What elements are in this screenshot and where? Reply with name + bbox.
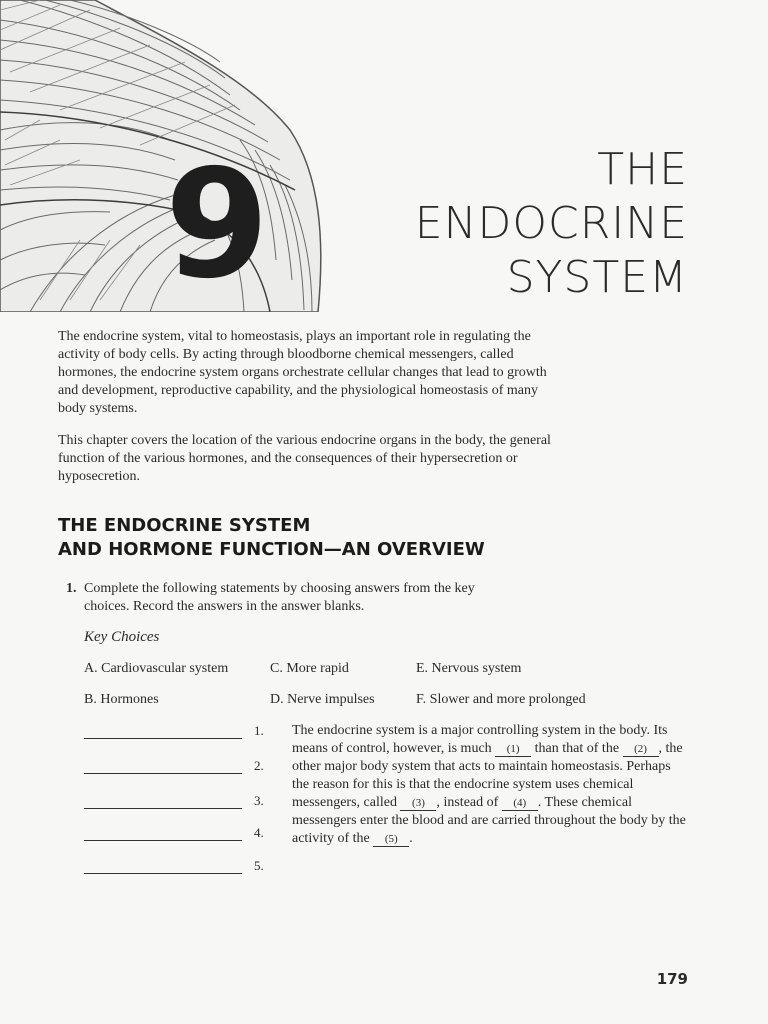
passage-text: .	[409, 831, 413, 846]
answer-blank-5[interactable]	[84, 858, 274, 876]
answer-number: 1.	[254, 723, 264, 738]
key-choice-f: F. Slower and more prolonged	[416, 692, 586, 707]
key-choice-a: A. Cardiovascular system	[84, 661, 229, 676]
answer-blank-4[interactable]	[84, 825, 274, 843]
answer-line[interactable]	[84, 840, 242, 841]
page-number: 179	[656, 970, 688, 988]
answer-line[interactable]	[84, 808, 242, 809]
answer-blank-1[interactable]	[84, 723, 274, 741]
passage-blank-3: (3)	[400, 796, 436, 811]
answer-number: 5.	[254, 858, 264, 873]
answer-number: 4.	[254, 825, 264, 840]
title-line-1: THE	[597, 144, 688, 195]
passage-blank-1: (1)	[495, 742, 531, 757]
intro-paragraph-2: This chapter covers the location of the various endocrine organs in the body, the general function of the various hormones, and the consequences of their hypersecretion or hyposecretion.	[58, 433, 551, 484]
chapter-number: 9	[164, 138, 266, 312]
title-line-3: SYSTEM	[506, 252, 688, 303]
section-heading	[58, 514, 485, 562]
title-line-2: ENDOCRINE	[414, 198, 688, 249]
chapter-intro	[58, 328, 558, 500]
answer-blank-3[interactable]	[84, 793, 274, 811]
intro-paragraph-1: The endocrine system, vital to homeostasis, plays an important role in regulating the activity of body cells. By acting through bloodborne chemical messengers, called hormones, the endocrine system organs orchestrate cellular changes that lead to growth and development, reproductive capability, and the physiological homeostasis of many body systems.	[58, 329, 547, 416]
question-1-prompt	[66, 580, 536, 616]
passage-blank-2: (2)	[623, 742, 659, 757]
section-heading-line-2: AND HORMONE FUNCTION—AN OVERVIEW	[58, 539, 485, 560]
answer-line[interactable]	[84, 738, 242, 739]
key-choices-title: Key Choices	[84, 629, 160, 645]
question-line-2: choices. Record the answers in the answer blanks.	[84, 599, 365, 614]
key-choice-b: B. Hormones	[84, 692, 159, 707]
passage-text: The endocrine system is a major controlling system in the body. Its means of control, however, is much	[292, 723, 668, 756]
answer-number: 2.	[254, 758, 264, 773]
chapter-title	[415, 143, 688, 305]
question-number: 1.	[66, 581, 77, 596]
passage-text: . These chemical messengers enter the blood and are carried throughout the body by the activity of the	[292, 795, 686, 846]
key-choice-c: C. More rapid	[270, 661, 349, 676]
answer-line[interactable]	[84, 773, 242, 774]
passage-blank-4: (4)	[502, 796, 538, 811]
answer-blank-2[interactable]	[84, 758, 274, 776]
question-line-1: Complete the following statements by choosing answers from the key	[84, 581, 475, 596]
fill-in-passage	[292, 722, 688, 848]
section-heading-line-1: THE ENDOCRINE SYSTEM	[58, 515, 311, 536]
answer-line[interactable]	[84, 873, 242, 874]
key-choice-e: E. Nervous system	[416, 661, 522, 676]
answer-number: 3.	[254, 793, 264, 808]
passage-text: , instead of	[436, 795, 502, 810]
passage-blank-5: (5)	[373, 832, 409, 847]
key-choice-d: D. Nerve impulses	[270, 692, 375, 707]
passage-text: , the other major body system that acts to maintain homeostasis. Perhaps the reason for this is that the endocrine system uses chemical messengers, called	[292, 741, 683, 810]
passage-text: than that of the	[531, 741, 623, 756]
